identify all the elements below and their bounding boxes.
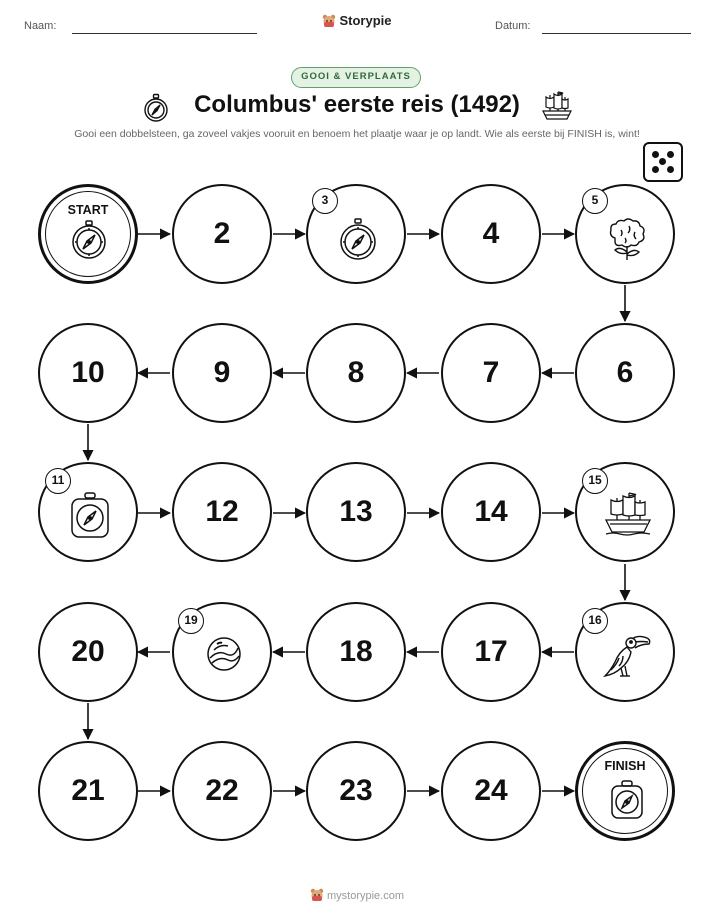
cell-number: 9 — [213, 356, 231, 389]
cell-number: 22 — [205, 774, 239, 807]
cell-17[interactable] — [441, 602, 541, 702]
cell-number: 13 — [339, 495, 373, 528]
toucan-icon — [601, 630, 653, 687]
cell-2[interactable] — [172, 184, 272, 284]
cell-finish[interactable] — [575, 741, 675, 841]
cell-18[interactable] — [306, 602, 406, 702]
cell-3-badge: 3 — [312, 188, 338, 214]
name-label: Naam: — [24, 20, 57, 32]
cell-7[interactable] — [441, 323, 541, 423]
cell-24[interactable] — [441, 741, 541, 841]
cell-16-badge: 16 — [582, 608, 608, 634]
cell-number: 12 — [205, 495, 239, 528]
storypie-bear-icon — [310, 888, 324, 905]
compass-icon — [336, 218, 380, 267]
cell-14[interactable] — [441, 462, 541, 562]
cell-23[interactable] — [306, 741, 406, 841]
cell-22[interactable] — [172, 741, 272, 841]
footer — [0, 888, 714, 905]
cell-19-badge: 19 — [178, 608, 204, 634]
page-title: Columbus' eerste reis (1492) — [194, 91, 520, 118]
cell-15-badge: 15 — [582, 468, 608, 494]
cell-number: 4 — [482, 217, 500, 250]
cell-12[interactable] — [172, 462, 272, 562]
cell-number: 17 — [474, 635, 508, 668]
cell-11-badge: 11 — [45, 468, 71, 494]
cell-13[interactable] — [306, 462, 406, 562]
cell-9[interactable] — [172, 323, 272, 423]
cell-start[interactable] — [38, 184, 138, 284]
square-compass-icon — [68, 492, 112, 545]
cotton-plant-icon — [605, 216, 649, 267]
instructions: Gooi een dobbelsteen, ga zoveel vakjes vooruit en benoem het plaatje waar je op landt. Wie als eerste bij FINISH is, wint! — [74, 128, 640, 140]
cell-10[interactable] — [38, 323, 138, 423]
finish-label: FINISH — [604, 759, 646, 773]
cell-number: 23 — [339, 774, 373, 807]
cell-number: 18 — [339, 635, 373, 668]
activity-tag: GOOI & VERPLAATS — [291, 67, 421, 88]
cell-5-badge: 5 — [582, 188, 608, 214]
cell-number: 10 — [71, 356, 105, 389]
ship-icon — [603, 490, 653, 541]
cell-4[interactable] — [441, 184, 541, 284]
cell-number: 24 — [474, 774, 508, 807]
cell-6[interactable] — [575, 323, 675, 423]
brand-name: Storypie — [339, 13, 392, 28]
cell-number: 21 — [71, 774, 105, 807]
date-label: Datum: — [495, 20, 531, 32]
cell-8[interactable] — [306, 323, 406, 423]
cell-number: 7 — [482, 356, 500, 389]
compass-icon — [69, 220, 109, 267]
cell-number: 20 — [71, 635, 105, 668]
cell-number: 6 — [616, 356, 634, 389]
glass-marble-icon — [204, 634, 244, 679]
cell-number: 14 — [474, 495, 508, 528]
square-compass-icon — [609, 780, 645, 825]
cell-21[interactable] — [38, 741, 138, 841]
footer-url: mystorypie.com — [326, 890, 405, 902]
cell-number: 2 — [213, 217, 231, 250]
cell-number: 8 — [347, 356, 365, 389]
start-label: START — [67, 203, 109, 217]
cell-20[interactable] — [38, 602, 138, 702]
